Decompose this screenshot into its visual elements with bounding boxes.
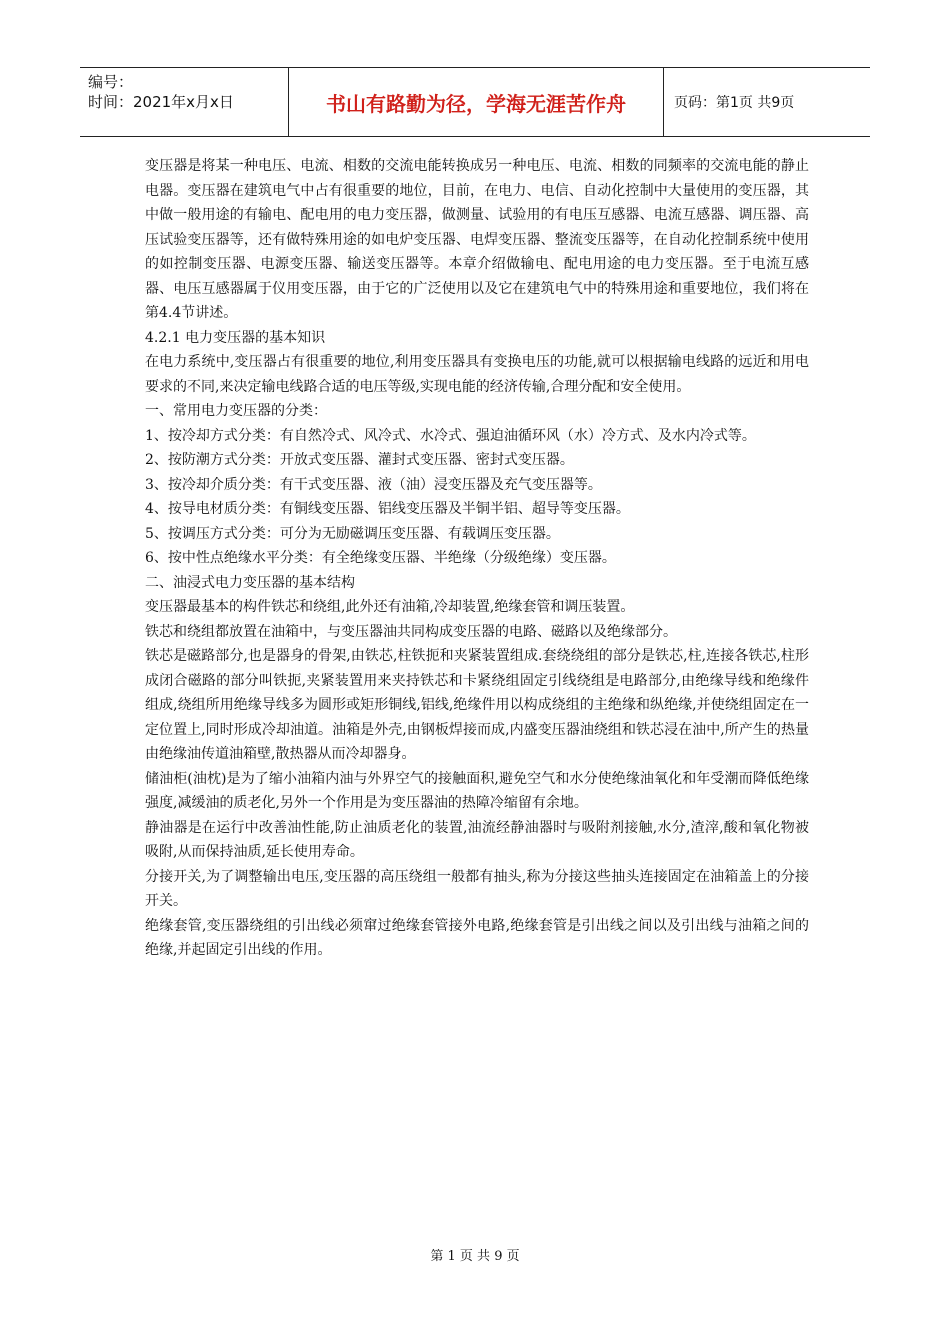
body-paragraph: 分接开关,为了调整输出电压,变压器的高压绕组一般都有抽头,称为分接这些抽头连接固定在油箱盖上的分接开关。	[145, 868, 809, 909]
page-header	[80, 67, 870, 137]
document-number-label: 编号：	[88, 73, 134, 91]
body-paragraph: 在电力系统中,变压器占有很重要的地位,利用变压器具有变换电压的功能,就可以根据输电线路的远近和用电要求的不同,来决定输电线路合适的电压等级,实现电能的经济传输,合理分配和安全使用。	[145, 354, 809, 395]
section-heading: 一、常用电力变压器的分类：	[145, 403, 327, 419]
page-footer: 第 1 页 共 9 页	[430, 1249, 520, 1264]
header-motto: 书山有路勤为径，学海无涯苦作舟	[289, 68, 664, 136]
header-meta	[80, 68, 289, 136]
list-item: 5、按调压方式分类：可分为无励磁调压变压器、有载调压变压器。	[145, 525, 560, 542]
list-item: 6、按中性点绝缘水平分类：有全绝缘变压器、半绝缘（分级绝缘）变压器。	[145, 550, 616, 566]
body-paragraph: 变压器是将某一种电压、电流、相数的交流电能转换成另一种电压、电流、相数的同频率的交流电能的静止电器。变压器在建筑电气中占有很重要的地位，目前，在电力、电信、自动化控制中大量使用的变压器，其中做一般用途的有输电、配电用的电力变压器，做测量、试验用的有电压互感器、电流互感器、调压器、高压试验变压器等，还有做特殊用途的如电炉变压器、电焊变压器、整流变压器等，在自动化控制系统中使用的如控制变压器、电源变压器、输送变压器等。本章介绍做输电、配电用途的电力变压器。至于电流互感器、电压互感器属于仪用变压器，由于它的广泛使用以及它在建筑电气中的特殊用途和重要地位，我们将在第4.4节讲述。	[145, 158, 809, 321]
section-heading: 4.2.1 电力变压器的基本知识	[145, 329, 326, 346]
body-paragraph: 铁芯和绕组都放置在油箱中，与变压器油共同构成变压器的电路、磁路以及绝缘部分。	[145, 623, 677, 640]
body-paragraph: 铁芯是磁路部分,也是器身的骨架,由铁芯,柱铁扼和夹紧装置组成.套绕绕组的部分是铁芯,柱,连接各铁芯,柱形成闭合磁路的部分叫铁扼,夹紧装置用来夹持铁芯和卡紧绕组固定引线绕组是电路部分,由绝缘导线和绝缘件组成,绕组所用绝缘导线多为圆形或矩形铜线,铝线,绝缘件用以构成绕组的主绝缘和纵绝缘,并使绕组固定在一定位置上,同时形成冷却油道。油箱是外壳,由钢板焊接而成,内盛变压器油绕组和铁芯浸在油中,所产生的热量由绝缘油传道油箱壁,散热器从而冷却器身。	[145, 648, 809, 762]
section-heading: 二、油浸式电力变压器的基本结构	[145, 574, 355, 591]
document-date-label: 时间：2021年x月x日	[88, 93, 234, 111]
body-paragraph: 静油器是在运行中改善油性能,防止油质老化的装置,油流经静油器时与吸附剂接触,水分,渣滓,酸和氧化物被吸附,从而保持油质,延长使用寿命。	[145, 819, 809, 860]
list-item: 3、按冷却介质分类：有干式变压器、液（油）浸变压器及充气变压器等。	[145, 476, 602, 493]
body-paragraph: 变压器最基本的构件铁芯和绕组,此外还有油箱,冷却装置,绝缘套管和调压装置。	[145, 599, 635, 615]
body-paragraph: 绝缘套管,变压器绕组的引出线必须窜过绝缘套管接外电路,绝缘套管是引出线之间以及引出线与油箱之间的绝缘,并起固定引出线的作用。	[145, 917, 809, 958]
list-item: 4、按导电材质分类：有铜线变压器、铝线变压器及半铜半铝、超导等变压器。	[145, 501, 630, 517]
body-paragraph: 储油柜(油枕)是为了缩小油箱内油与外界空气的接触面积,避免空气和水分使绝缘油氧化和年受潮而降低绝缘强度,减缓油的质老化,另外一个作用是为变压器油的热障冷缩留有余地。	[145, 770, 809, 811]
document-body	[145, 154, 809, 963]
list-item: 1、按冷却方式分类：有自然冷式、风冷式、水冷式、强迫油循环风（水）冷方式、及水内冷式等。	[145, 427, 756, 444]
list-item: 2、按防潮方式分类：开放式变压器、灌封式变压器、密封式变压器。	[145, 452, 574, 468]
header-page-number: 页码：第1页 共9页	[674, 95, 795, 111]
